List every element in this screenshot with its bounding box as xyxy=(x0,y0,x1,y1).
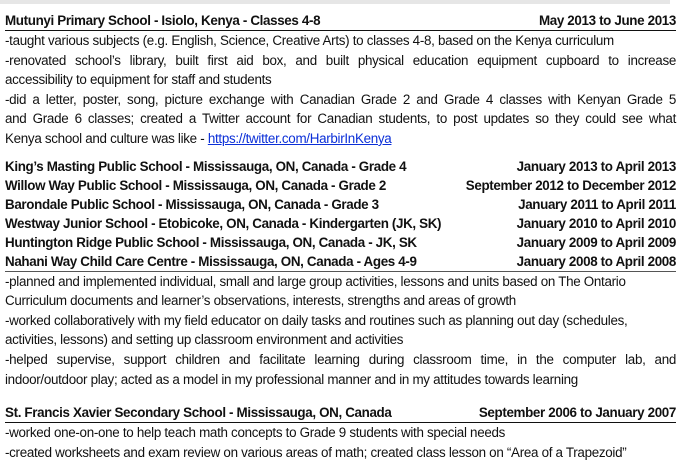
date-range: January 2010 to April 2010 xyxy=(516,215,676,231)
bullet-line: -did a letter, poster, song, picture exchange with Canadian Grade 2 and Grade 4 classes with Kenyan Grade 5 xyxy=(5,91,676,107)
bullet-line: -worked collaboratively with my field educator on daily tasks and routines such as planning out day (schedules, xyxy=(5,312,628,328)
bullet-line-continued: accessibility to equipment for staff and students xyxy=(5,72,272,88)
bullet-line-continued xyxy=(5,129,676,149)
placement-entry xyxy=(5,195,676,214)
school-title: Westway Junior School - Etobicoke, ON, Canada - Kindergarten (JK, SK) xyxy=(5,215,442,231)
bullet-line: -created worksheets and exam review on various areas of math; created class lesson on “Area of a Trapezoid” xyxy=(5,444,627,460)
school-title: Nahani Way Child Care Centre - Mississauga, ON, Canada - Ages 4-9 xyxy=(5,253,417,269)
date-range: September 2006 to January 2007 xyxy=(478,405,676,421)
date-range: January 2009 to April 2009 xyxy=(516,234,676,250)
bullet-line: -renovated school’s library, built first aid box, and built physical education equipment cupboard to increase xyxy=(5,52,676,68)
placement-entry xyxy=(5,252,676,272)
placement-entry xyxy=(5,157,676,176)
bullet-line: -worked one-on-one to help teach math concepts to Grade 9 students with special needs xyxy=(5,425,506,441)
school-title: King’s Masting Public School - Mississauga, ON, Canada - Grade 4 xyxy=(5,158,407,174)
section-header-st-francis-xavier xyxy=(5,403,676,423)
placement-entry xyxy=(5,176,676,195)
twitter-link[interactable]: https://twitter.com/HarbirInKenya xyxy=(207,130,392,146)
bullet-line: -helped supervise, support children and facilitate learning during classroom time, in the computer lab, and xyxy=(5,351,676,367)
school-title: Mutunyi Primary School - Isiolo, Kenya - Classes 4-8 xyxy=(5,13,321,28)
date-range: January 2008 to April 2008 xyxy=(516,253,676,269)
section-header-mutunyi xyxy=(5,11,676,31)
bullet-line-continued: and Grade 6 classes; created a Twitter account for Canadian students, to post updates so they could see what xyxy=(5,111,676,127)
section-body-placements xyxy=(5,272,676,390)
date-range: September 2012 to December 2012 xyxy=(465,177,676,193)
section-body-st-francis-xavier xyxy=(5,423,676,462)
school-title: Willow Way Public School - Mississauga, ON, Canada - Grade 2 xyxy=(5,177,386,193)
placement-entry xyxy=(5,233,676,252)
placement-entry xyxy=(5,214,676,233)
placement-list xyxy=(5,157,676,272)
link-prefix-text: Kenya school and culture was like - xyxy=(5,130,208,146)
date-range: January 2013 to April 2013 xyxy=(516,158,676,174)
bullet-line-continued: Curriculum documents and learner’s observations, interests, strengths and areas of growth xyxy=(5,293,516,309)
date-range: May 2013 to June 2013 xyxy=(538,13,676,28)
section-body-mutunyi xyxy=(5,31,676,149)
school-title: Huntington Ridge Public School - Mississauga, ON, Canada - JK, SK xyxy=(5,234,417,250)
bullet-line-continued: indoor/outdoor play; acted as a model in my professional manner and in my attitudes towards learning xyxy=(5,371,578,387)
bullet-line: -taught various subjects (e.g. English, Science, Creative Arts) to classes 4-8, based on the Kenya curriculum xyxy=(5,33,614,48)
school-title: Barondale Public School - Mississauga, ON, Canada - Grade 3 xyxy=(5,196,379,212)
bullet-line: -planned and implemented individual, small and large group activities, lessons and units based on The Ontario xyxy=(5,273,626,289)
bullet-line-continued: activities, lessons) and setting up classroom environment and activities xyxy=(5,332,404,348)
school-title: St. Francis Xavier Secondary School - Mississauga, ON, Canada xyxy=(5,405,392,421)
date-range: January 2011 to April 2011 xyxy=(518,196,676,212)
resume-experience xyxy=(5,0,676,462)
